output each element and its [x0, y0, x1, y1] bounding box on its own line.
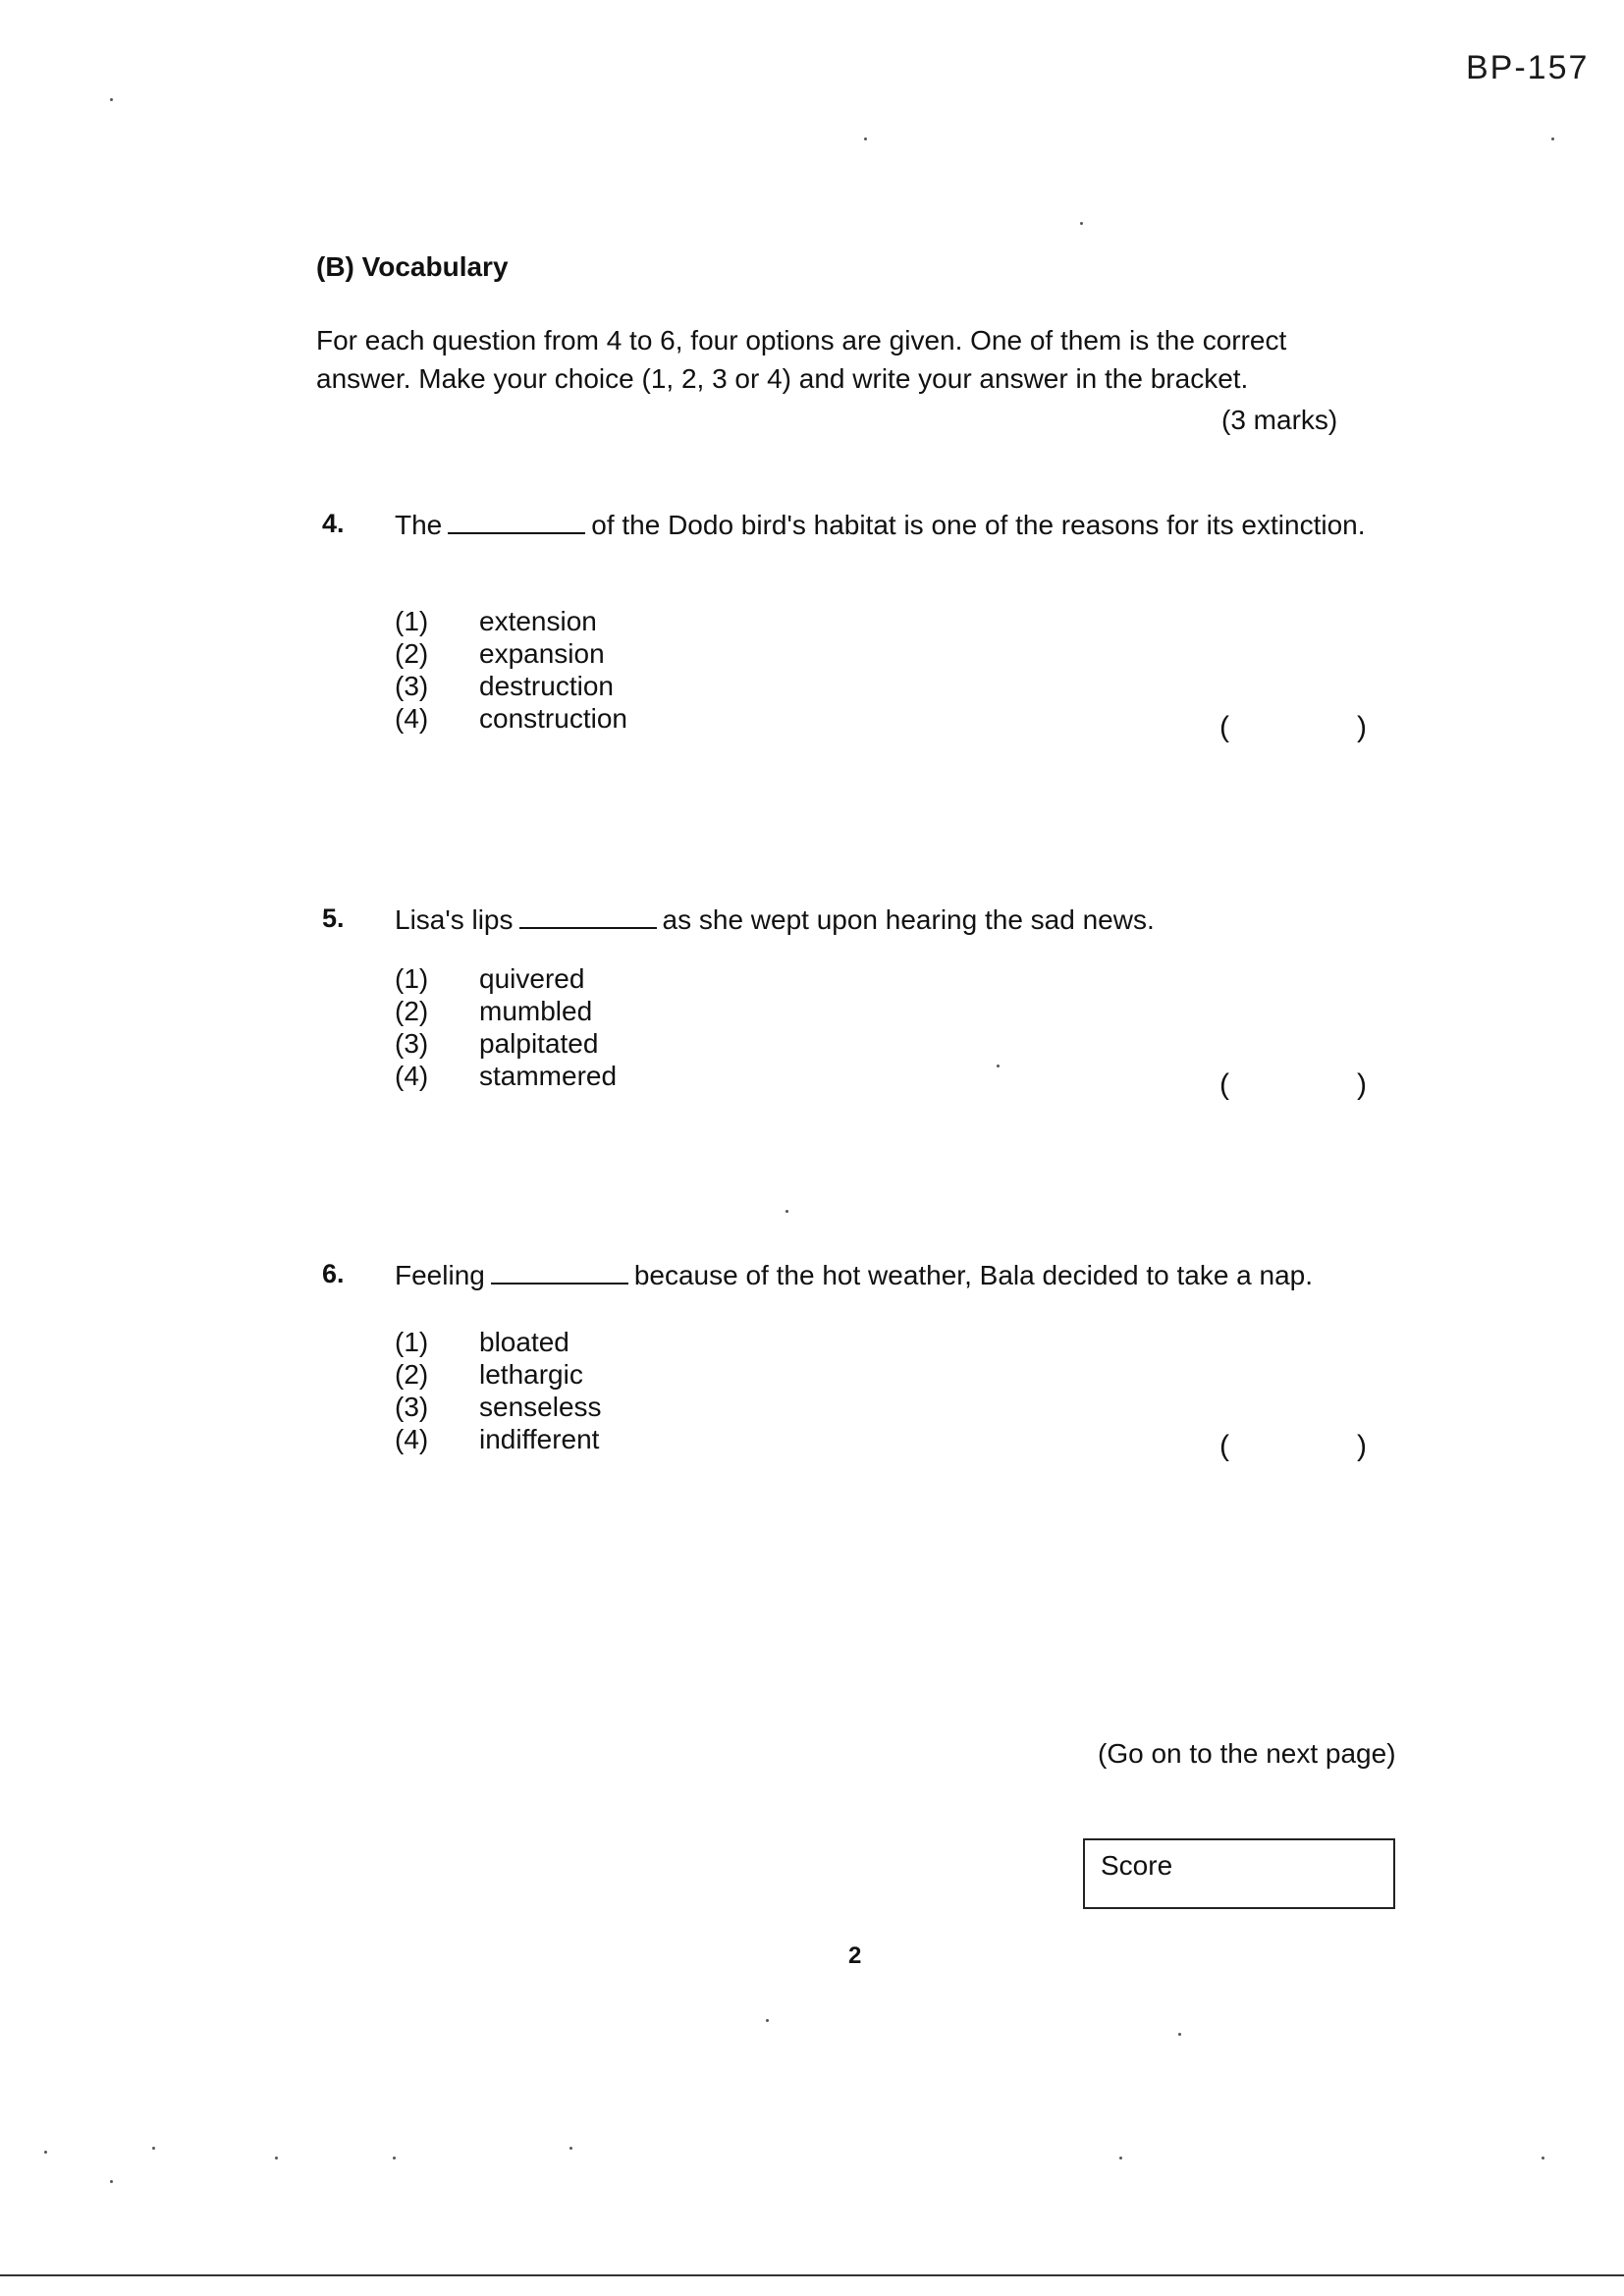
bracket-close: ) [1357, 1068, 1367, 1101]
stem-before: The [395, 510, 443, 540]
answer-bracket[interactable] [1219, 1430, 1367, 1463]
scan-speck [110, 98, 113, 101]
stem-after: as she wept upon hearing the sad news. [662, 904, 1155, 935]
question-stem [395, 1259, 1377, 1292]
option-text: expansion [479, 638, 605, 669]
bracket-open: ( [1219, 1430, 1229, 1462]
option-4 [395, 1423, 602, 1455]
score-label: Score [1101, 1850, 1173, 1881]
option-number: (3) [395, 1392, 429, 1422]
option-number: (3) [395, 671, 429, 701]
option-text: lethargic [479, 1359, 583, 1390]
scan-speck [997, 1065, 1000, 1067]
option-number: (2) [395, 996, 429, 1026]
option-text: indifferent [479, 1424, 600, 1454]
bracket-open: ( [1219, 1068, 1229, 1101]
option-number: (1) [395, 963, 429, 994]
option-3 [395, 1027, 617, 1060]
scan-speck [1542, 2157, 1544, 2159]
scan-speck [766, 2019, 769, 2022]
scan-speck [569, 2147, 572, 2150]
go-on-note: (Go on to the next page) [1098, 1738, 1396, 1769]
answer-blank [519, 903, 657, 929]
score-box[interactable] [1083, 1838, 1395, 1909]
scan-speck [864, 137, 867, 140]
scan-speck [44, 2151, 47, 2154]
scan-speck [393, 2157, 396, 2159]
question-stem [395, 903, 1377, 937]
marks-label: (3 marks) [1221, 405, 1338, 435]
section-title: (B) Vocabulary [316, 251, 509, 282]
scan-speck [785, 1210, 788, 1213]
stem-after: of the Dodo bird's habitat is one of the reasons for its extinction. [591, 510, 1366, 540]
option-number: (1) [395, 606, 429, 636]
scan-speck [1178, 2033, 1181, 2036]
option-4 [395, 702, 627, 735]
answer-bracket[interactable] [1219, 711, 1367, 744]
stem-after: because of the hot weather, Bala decided to take a nap. [633, 1260, 1314, 1290]
option-2 [395, 1358, 602, 1391]
answer-bracket[interactable] [1219, 1068, 1367, 1102]
bracket-close: ) [1357, 1430, 1367, 1462]
option-number: (4) [395, 1061, 429, 1091]
option-list [395, 1326, 602, 1455]
option-list [395, 605, 627, 735]
question-stem [395, 509, 1377, 542]
option-number: (2) [395, 1359, 429, 1390]
page-number: 2 [848, 1942, 862, 1969]
document-code: BP-157 [1466, 49, 1590, 86]
option-2 [395, 995, 617, 1027]
scan-speck [152, 2147, 155, 2150]
option-text: stammered [479, 1061, 618, 1091]
option-4 [395, 1060, 617, 1092]
option-text: extension [479, 606, 597, 636]
option-text: palpitated [479, 1028, 599, 1059]
scan-speck [1119, 2157, 1122, 2159]
question-number: 6. [322, 1259, 345, 1288]
option-number: (3) [395, 1028, 429, 1059]
option-1 [395, 605, 627, 637]
option-number: (2) [395, 638, 429, 669]
stem-before: Lisa's lips [395, 904, 514, 935]
answer-blank [491, 1259, 628, 1285]
option-text: quivered [479, 963, 585, 994]
bracket-close: ) [1357, 711, 1367, 743]
section-instructions: For each question from 4 to 6, four options are given. One of them is the correct answer. Make your choice (1, 2, 3 or 4) and write your answer in the bracket. [316, 325, 1287, 394]
bottom-rule [0, 2274, 1624, 2276]
question-number: 4. [322, 509, 345, 538]
option-text: bloated [479, 1327, 569, 1357]
option-number: (1) [395, 1327, 429, 1357]
option-text: destruction [479, 671, 614, 701]
option-number: (4) [395, 703, 429, 734]
stem-before: Feeling [395, 1260, 485, 1290]
option-list [395, 962, 617, 1092]
option-1 [395, 962, 617, 995]
option-3 [395, 670, 627, 702]
scan-speck [110, 2180, 113, 2183]
scan-speck [1080, 222, 1083, 225]
option-2 [395, 637, 627, 670]
option-3 [395, 1391, 602, 1423]
question-number: 5. [322, 903, 345, 933]
scan-speck [1551, 137, 1554, 140]
option-text: senseless [479, 1392, 602, 1422]
scan-speck [275, 2157, 278, 2159]
answer-blank [448, 509, 585, 534]
bracket-open: ( [1219, 711, 1229, 743]
option-text: mumbled [479, 996, 593, 1026]
option-1 [395, 1326, 602, 1358]
option-text: construction [479, 703, 627, 734]
option-number: (4) [395, 1424, 429, 1454]
